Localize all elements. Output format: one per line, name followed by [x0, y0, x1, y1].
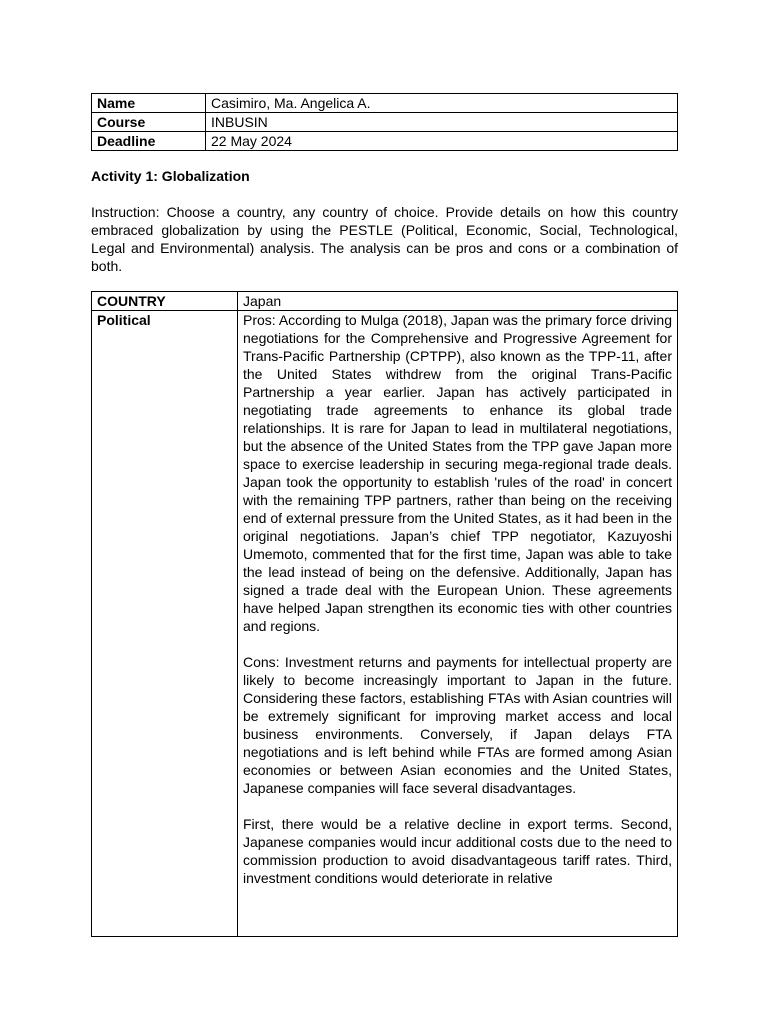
activity-title: Activity 1: Globalization	[91, 168, 250, 184]
country-value: Japan	[238, 292, 678, 311]
info-value-deadline: 22 May 2024	[206, 132, 678, 151]
instruction-text: Instruction: Choose a country, any country of choice. Provide details on how this country embraced globalization by using the PESTLE (Political, Economic, Social, Technological, Legal and Environmental) analysis. The analysis can be pros and cons or a combination of both.	[91, 204, 678, 274]
political-content	[238, 311, 678, 937]
country-row	[92, 292, 678, 311]
country-label: COUNTRY	[92, 292, 238, 311]
info-row-name	[92, 94, 678, 113]
info-row-deadline	[92, 132, 678, 151]
info-label-name: Name	[92, 94, 206, 113]
student-info-table	[91, 93, 678, 151]
political-content-clip	[243, 311, 672, 936]
political-cons-paragraph: Cons: Investment returns and payments for intellectual property are likely to become increasingly important to Japan in the future. Considering these factors, establishing FTAs with Asian countries will be extremely significant for improving market access and local business environments. Conversely, if Japan delays FTA negotiations and is left behind while FTAs are formed among Asian economies or between Asian economies and the United States, Japanese companies will face several disadvantages.	[243, 654, 672, 796]
info-label-deadline: Deadline	[92, 132, 206, 151]
info-label-course: Course	[92, 113, 206, 132]
info-value-name: Casimiro, Ma. Angelica A.	[206, 94, 678, 113]
info-row-course	[92, 113, 678, 132]
pestle-table	[91, 291, 678, 937]
political-cons-continuation-paragraph: First, there would be a relative decline in export terms. Second, Japanese companies would incur additional costs due to the need to commission production to avoid disadvantageous tariff rates. Third, investment conditions would deteriorate in relative	[243, 816, 672, 886]
political-pros-paragraph: Pros: According to Mulga (2018), Japan was the primary force driving negotiations for the Comprehensive and Progressive Agreement for Trans-Pacific Partnership (CPTPP), also known as the TPP-11, after the United States withdrew from the original Trans-Pacific Partnership a year earlier. Japan has actively participated in negotiating trade agreements to enhance its global trade relationships. It is rare for Japan to lead in multilateral negotiations, but the absence of the United States from the TPP gave Japan more space to exercise leadership in securing mega-regional trade deals. Japan took the opportunity to establish 'rules of the road' in concert with the remaining TPP partners, rather than being on the receiving end of external pressure from the United States, as it had been in the original negotiations. Japan’s chief TPP negotiator, Kazuyoshi Umemoto, commented that for the first time, Japan was able to take the lead instead of being on the defensive. Additionally, Japan has signed a trade deal with the European Union. These agreements have helped Japan strengthen its economic ties with other countries and regions.	[243, 312, 672, 634]
political-row	[92, 311, 678, 937]
political-label: Political	[92, 311, 238, 937]
info-value-course: INBUSIN	[206, 113, 678, 132]
